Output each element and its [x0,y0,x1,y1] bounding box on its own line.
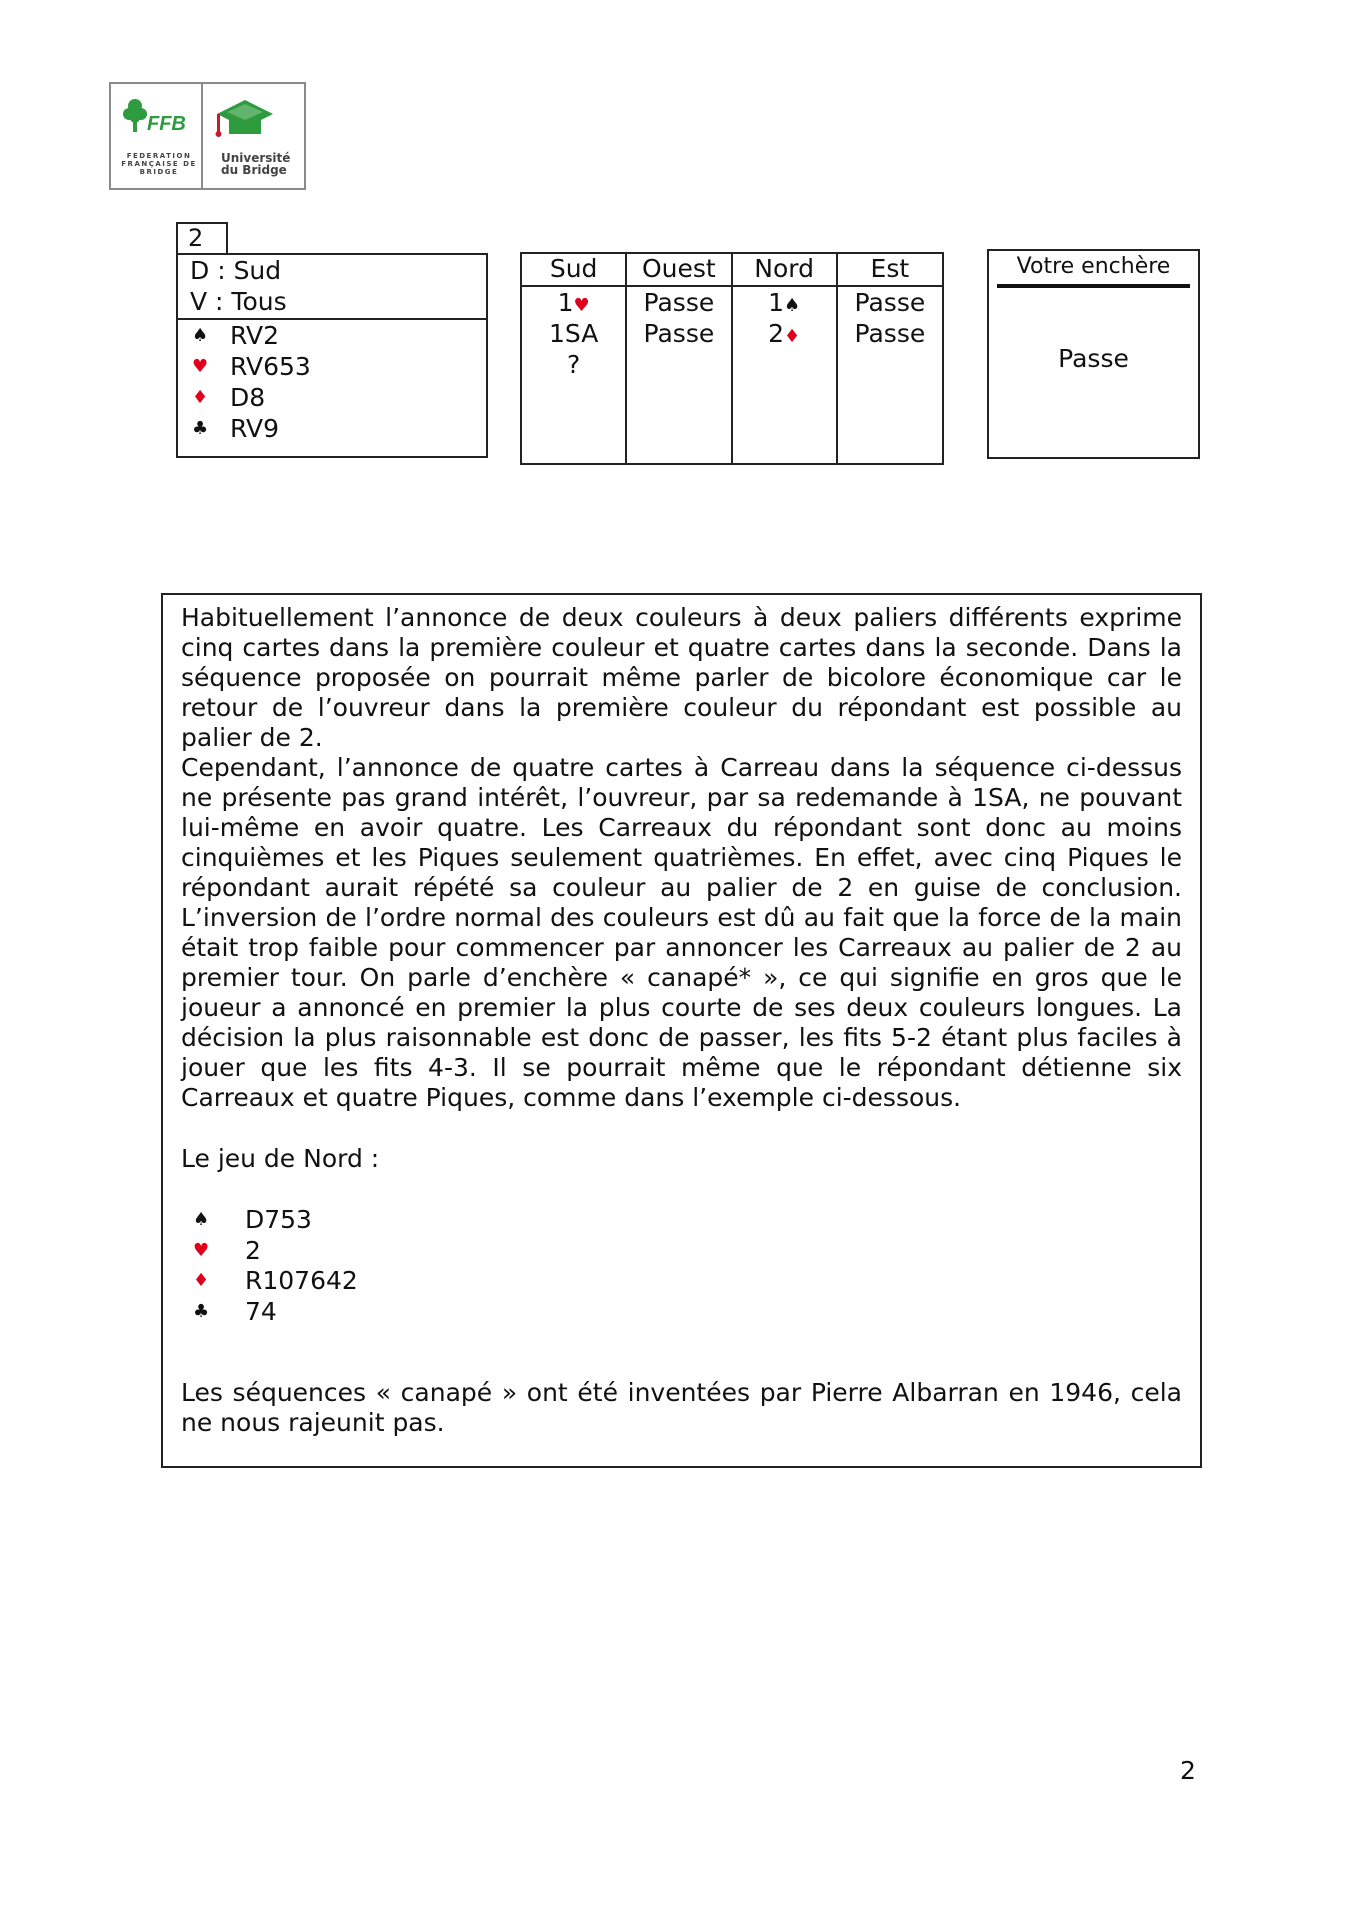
spade-cards: RV2 [230,321,280,350]
bid-cell: Passe [643,288,715,317]
hand-row-clubs [190,413,486,444]
nord-hand [181,1205,1182,1327]
votre-enchere-box [987,249,1200,459]
board-number: 2 [176,222,228,255]
explanation-box [161,593,1202,1468]
explanation-paragraph-2: Cependant, l’annonce de quatre cartes à Carreau dans la séquence ci-dessus ne présente pas grand intérêt, l’ouvreur, par sa redemande à 1SA, ne pouvant lui-même en avoir quatre. Les Carreaux du répondant sont donc au moins cinquièmes et les Piques seulement quatrièmes. En effet, avec cinq Piques le répondant aurait répété sa couleur au palier de 2 en guise de conclusion. L’inversion de l’ordre normal des couleurs est dû au fait que la force de la main était trop faible pour commencer par annoncer les Carreaux au palier de 2 au premier tour. On parle d’enchère « canapé* », ce qui signifie en gros que le joueur a annoncé en premier la plus courte de ses deux couleurs longues. La décision la plus raisonnable est donc de passer, les fits 5-2 étant plus faciles à jouer que les fits 4-3. Il se pourrait même que le répondant détienne six Carreaux et quatre Piques, comme dans l’exemple ci-dessous. [181,753,1182,1112]
dealer: D : Sud [190,256,282,285]
bid-cell: Passe [854,319,926,348]
page-number: 2 [1180,1756,1196,1785]
hand-row-diamonds [190,382,486,413]
votre-enchere-answer: Passe [1058,344,1129,373]
graduation-cap-icon [207,84,287,150]
ffb-full-name: FEDERATION FRANÇAISE DE BRIDGE [121,152,197,176]
bid-header-nord: Nord [733,254,836,287]
bid-cell: 1♠ [768,288,801,317]
bid-column-ouest [627,254,732,463]
spade-icon: ♠ [784,295,801,316]
club-icon: ♣ [193,1300,210,1322]
heart-cards: RV653 [230,352,311,381]
bid-header-ouest: Ouest [627,254,730,287]
bid-cell: 2♦ [768,319,801,348]
bid-cell: ? [566,350,581,379]
heart-icon: ♥ [193,1239,210,1261]
bid-cell: 1SA [548,319,599,348]
nord-row-spades [181,1205,1182,1236]
footnote: Les séquences « canapé » ont été inventées par Pierre Albarran en 1946, cela ne nous rajeunit pas. [181,1378,1182,1437]
diamond-icon: ♦ [193,1270,210,1291]
votre-enchere-title: Votre enchère [997,251,1190,288]
bid-column-sud [522,254,627,463]
nord-club-cards: 74 [245,1296,277,1326]
bid-cell: 1♥ [557,288,590,317]
bid-header-sud: Sud [522,254,625,287]
universite-du-bridge-text: Université du Bridge [221,151,291,177]
spade-icon: ♠ [193,1209,210,1230]
bid-cell: Passe [643,319,715,348]
nord-row-hearts [181,1236,1182,1267]
bid-column-est [838,254,942,463]
south-hand [178,320,486,444]
bid-header-est: Est [838,254,942,287]
nord-row-diamonds [181,1266,1182,1297]
club-icon: ♣ [192,418,209,439]
deal-header [178,255,486,320]
deal-box [176,253,488,458]
club-cards: RV9 [230,414,280,443]
nord-hand-label: Le jeu de Nord : [181,1144,380,1173]
ffb-abbr: FFB [147,113,186,135]
explanation-paragraph-1: Habituellement l’annonce de deux couleurs à deux paliers différents exprime cinq cartes dans la première couleur et quatre cartes dans la seconde. Dans la séquence proposée on pourrait même parler de bicolore économique car le retour de l’ouvreur dans la première couleur du répondant est possible au palier de 2. [181,603,1182,752]
hand-row-spades [190,320,486,351]
bid-cell: Passe [854,288,926,317]
vulnerability: V : Tous [190,287,287,316]
diamond-icon: ♦ [784,326,801,347]
diamond-icon: ♦ [192,387,209,408]
nord-row-clubs [181,1297,1182,1328]
heart-icon: ♥ [192,356,209,377]
bidding-table [520,252,944,465]
nord-diamond-cards: R107642 [245,1266,358,1295]
logo-divider [201,84,203,188]
spade-icon: ♠ [192,325,209,346]
ffb-tree-icon [111,84,201,150]
hand-row-hearts [190,351,486,382]
ffb-logo [109,82,306,190]
bid-column-nord [733,254,838,463]
diamond-cards: D8 [230,383,266,412]
nord-spade-cards: D753 [245,1205,312,1234]
heart-icon: ♥ [573,295,590,316]
nord-heart-cards: 2 [245,1235,261,1265]
